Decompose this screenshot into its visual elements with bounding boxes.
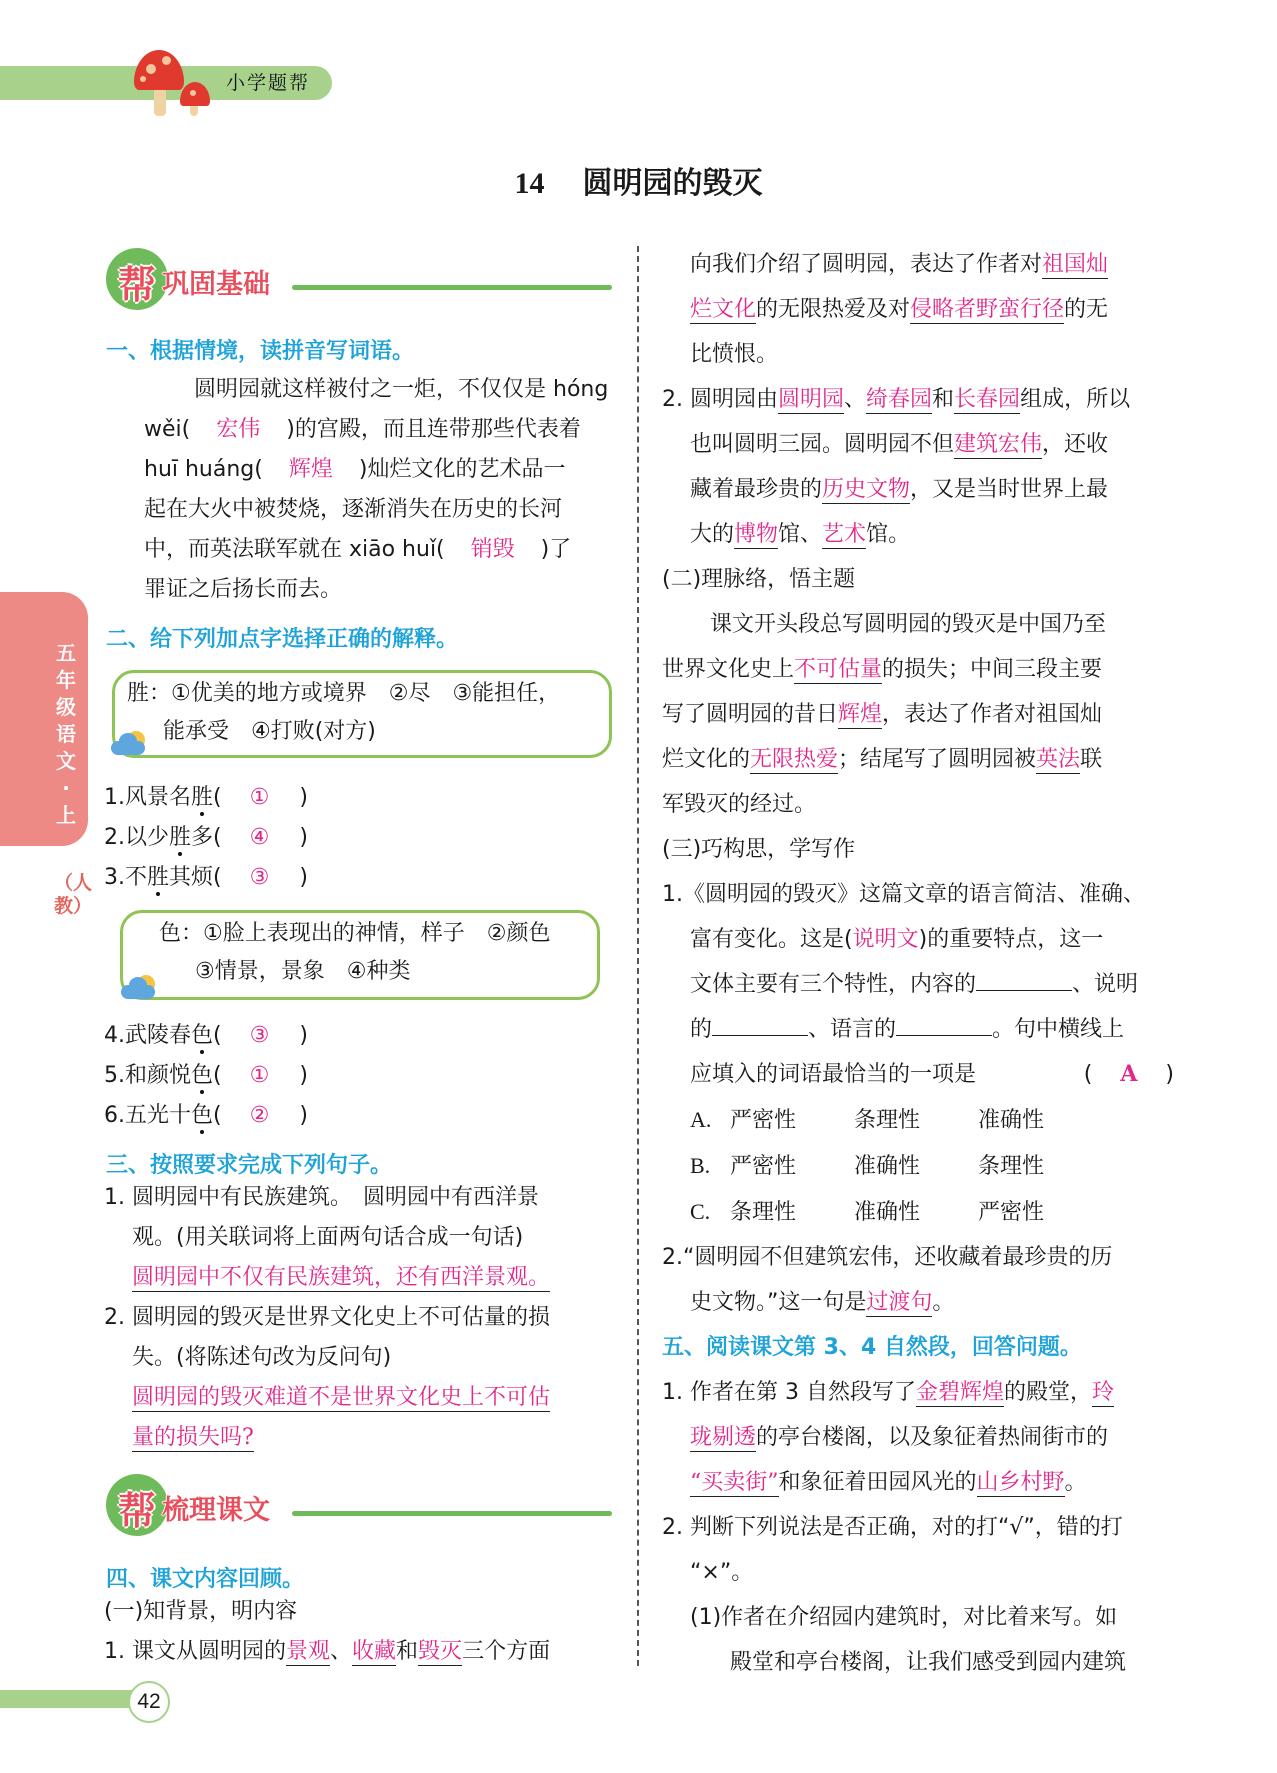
list-item: 6.五光十色( ② )	[104, 1103, 308, 1128]
lesson-number: 14	[514, 167, 545, 200]
q1-heading: 一、根据情境，读拼音写词语。	[106, 339, 415, 364]
answer-xiaohui: 销毁	[470, 537, 515, 562]
q3-body: 1. 圆明园中有民族建筑。 圆明园中有西洋景 观。(用关联词将上面两句话合成一句话) 圆明园中不仅有民族建筑，还有西洋景观。 2. 圆明园的毁灭是世界文化史上不可估量的损 失。(将陈述句改为反问句) 圆明园的毁灭难道不是世界文化史上不可估 量的损失吗?	[104, 1185, 551, 1450]
definition-box-se: 色：①脸上表现出的神情，样子 ②颜色 ③情景，景象 ④种类	[120, 910, 600, 1000]
q2-items-sheng	[104, 778, 308, 898]
option-b: B. 严密性 准确性 条理性	[690, 1153, 1045, 1179]
page-title	[0, 158, 1277, 202]
brand-label: 小学题帮	[226, 72, 311, 94]
page-number: 42	[128, 1681, 170, 1723]
fill-blank	[896, 1015, 992, 1036]
option-c: C. 条理性 准确性 严密性	[690, 1199, 1045, 1225]
grade-label: 五年级语文·上	[56, 641, 76, 827]
option-a: A. 严密性 条理性 准确性	[690, 1107, 1045, 1133]
answer-hongwei: 宏伟	[216, 417, 261, 442]
list-item: 1.风景名胜( ① )	[104, 785, 308, 810]
q3-heading: 三、按照要求完成下列句子。	[106, 1153, 393, 1178]
answer-huihuang: 辉煌	[288, 457, 333, 482]
answer-q3-2b: 量的损失吗?	[132, 1425, 254, 1450]
list-item: 4.武陵春色( ③ )	[104, 1023, 308, 1048]
list-item: 2.以少胜多( ④ )	[104, 825, 308, 850]
answer-q3-2a: 圆明园的毁灭难道不是世界文化史上不可估	[132, 1385, 551, 1410]
list-item: 5.和颜悦色( ① )	[104, 1063, 308, 1088]
cloud-sun-icon	[121, 975, 155, 999]
publisher-label: （人教）	[54, 872, 93, 917]
right-column: 向我们介绍了圆明园，表达了作者对祖国灿 烂文化的无限热爱及对侵略者野蛮行径的无 比愤恨。 2. 圆明园由圆明园、绮春园和长春园组成，所以 也叫圆明三园。圆明园不但建筑宏伟，还收 藏着最珍贵的历史文物，又是当时世界上最 大的博物馆、艺术馆。 (二)理脉络，悟主题 课文开头段总写圆明园的毁灭是中国乃至 世界文化史上不可估量的损失；中间三段主要 写了圆明园的昔日辉煌，表达了作者对祖国灿 烂文化的无限热爱；结尾写了圆明园被英法联 军毁灭的经过。 (三)巧构思，学写作 1.《圆明园的毁灭》这篇文章的语言简洁、准确、 富有变化。这是(说明文)的重要特点，这一 文体主要有三个特性，内容的 、说明 的 、语言的 。句中横线上 应填入的词语最恰当的一项是 ( A ) A. 严密性 条理性 准确性 B. 严密性 准确性 条理性 C. 条理性 准确性 严密性 2.“圆明园不但建筑宏伟，还收藏着最珍贵的历 史文物。”这一句是过渡句。 五、阅读课文第 3、4 自然段，回答问题。 1. 作者在第 3 自然段写了金碧辉煌的殿堂，玲 珑剔透的亭台楼阁，以及象征着热闹街市的 “买卖街”和象征着田园风光的山乡村野。 2. 判断下列说法是否正确，对的打“√”，错的打 “×”。 (1)作者在介绍园内建筑时，对比着来写。如 殿堂和亭台楼阁，让我们感受到园内建筑	[662, 252, 1174, 1675]
fill-blank	[712, 1015, 808, 1036]
section-banner-review: 帮 梳理课文	[106, 1474, 612, 1538]
list-item: 3.不胜其烦( ③ )	[104, 865, 308, 890]
bang-icon: 帮	[118, 1489, 157, 1533]
q5-heading: 五、阅读课文第 3、4 自然段，回答问题。	[662, 1335, 1082, 1360]
q2-heading: 二、给下列加点字选择正确的解释。	[106, 627, 459, 652]
footer-bar	[0, 1690, 135, 1708]
section-banner-basics: 帮 巩固基础	[106, 248, 612, 312]
q4-heading: 四、课文内容回顾。	[106, 1567, 305, 1592]
cloud-sun-icon	[111, 731, 145, 755]
lesson-title: 圆明园的毁灭	[582, 166, 763, 201]
bang-icon: 帮	[118, 263, 157, 307]
q2-items-se	[104, 1016, 308, 1136]
q1-body: 圆明园就这样被付之一炬，不仅仅是 hóng wěi( 宏伟 )的宫殿，而且连带那些代表着 huī huáng( 辉煌 )灿烂文化的艺术品一 起在大火中被焚烧，逐渐消失在历史的长河 中，而英法联军就在 xiāo huǐ( 销毁 )了 罪证之后扬长而去。	[144, 377, 609, 602]
fill-blank	[976, 970, 1072, 991]
mushroom-icon	[130, 46, 214, 116]
q4-left-body: (一)知背景，明内容 1. 课文从圆明园的景观、收藏和毁灭三个方面	[104, 1599, 551, 1664]
answer-q3-1: 圆明园中不仅有民族建筑，还有西洋景观。	[132, 1265, 551, 1290]
column-divider	[637, 246, 639, 1666]
definition-box-sheng: 胜：①优美的地方或境界 ②尽 ③能担任， 能承受 ④打败(对方)	[112, 670, 612, 758]
choice-answer: A	[1120, 1061, 1138, 1087]
